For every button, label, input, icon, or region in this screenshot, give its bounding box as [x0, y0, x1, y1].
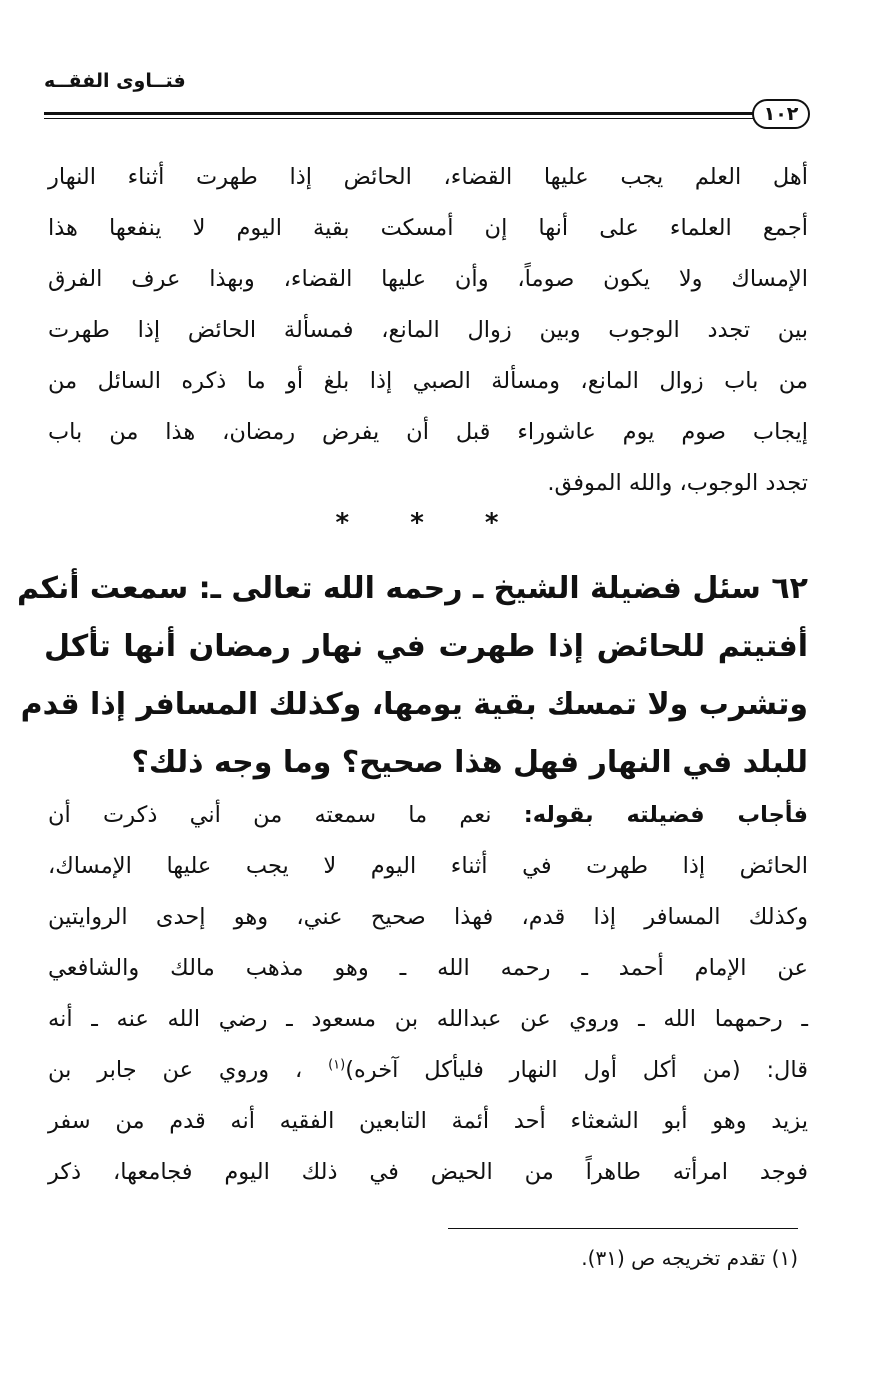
- text-line: الحائض إذا طهرت في أثناء اليوم لا يجب عليها الإمساك،: [48, 853, 808, 879]
- text-line: يزيد وهو أبو الشعثاء أحد أئمة التابعين الفقيه أنه قدم من سفر: [48, 1108, 808, 1134]
- answer-text: قال: (من أكل أول النهار فليأكل آخره): [345, 1057, 809, 1083]
- text-line: [48, 790, 808, 841]
- text-line: ـ رحمهما الله ـ وروي عن عبدالله بن مسعود ـ رضي الله عنه ـ أنه: [48, 1006, 808, 1032]
- answer-lead: فأجاب فضيلته بقوله:: [523, 802, 808, 828]
- page-number: ١٠٢: [752, 99, 810, 129]
- text-line: عن الإمام أحمد ـ رحمه الله ـ وهو مذهب مالك والشافعي: [48, 955, 808, 981]
- answer-paragraph: [48, 790, 808, 1198]
- footnote-rule: [448, 1228, 798, 1229]
- answer-text: ، وروي عن جابر بن: [48, 1057, 329, 1083]
- text-line: أجمع العلماء على أنها إن أمسكت بقية اليوم لا ينفعها هذا: [48, 215, 808, 241]
- question-line: للبلد في النهار فهل هذا صحيح؟ وما وجه ذلك؟: [131, 745, 808, 780]
- text-line: [48, 1045, 808, 1096]
- text-line: الإمساك ولا يكون صوماً، وأن عليها القضاء، وبهذا عرف الفرق: [48, 266, 808, 292]
- paragraph-continuation: [48, 152, 808, 509]
- text-line: تجدد الوجوب، والله الموفق.: [547, 470, 808, 496]
- text-line: من باب زوال المانع، ومسألة الصبي إذا بلغ أو ما ذكره السائل من: [48, 368, 808, 394]
- question-line: ٦٢ سئل فضيلة الشيخ ـ رحمه الله تعالى ـ: سمعت أنكم: [16, 571, 808, 606]
- footnote: (١) تقدم تخريجه ص (٣١).: [581, 1246, 798, 1270]
- text-line: وكذلك المسافر إذا قدم، فهذا صحيح عني، وهو إحدى الروايتين: [48, 904, 808, 930]
- text-line: أهل العلم يجب عليها القضاء، الحائض إذا طهرت أثناء النهار: [48, 164, 808, 190]
- question-line: وتشرب ولا تمسك بقية يومها، وكذلك المسافر إذا قدم: [20, 687, 808, 722]
- footnote-reference[interactable]: (١): [328, 1057, 346, 1073]
- question-62: [16, 560, 808, 792]
- question-line: أفتيتم للحائض إذا طهرت في نهار رمضان أنها تأكل: [44, 629, 808, 664]
- text-line: بين تجدد الوجوب وبين زوال المانع، فمسألة الحائض إذا طهرت: [48, 317, 808, 343]
- section-separator: * * *: [335, 508, 525, 538]
- header-rule: [44, 112, 756, 115]
- running-header-title: فتــاوى الفقــه: [44, 70, 186, 92]
- text-line: إيجاب صوم يوم عاشوراء قبل أن يفرض رمضان، هذا من باب: [48, 419, 808, 445]
- text-line: فوجد امرأته طاهراً من الحيض في ذلك اليوم فجامعها، ذكر: [48, 1159, 808, 1185]
- answer-text: نعم ما سمعته من أني ذكرت أن: [48, 802, 524, 828]
